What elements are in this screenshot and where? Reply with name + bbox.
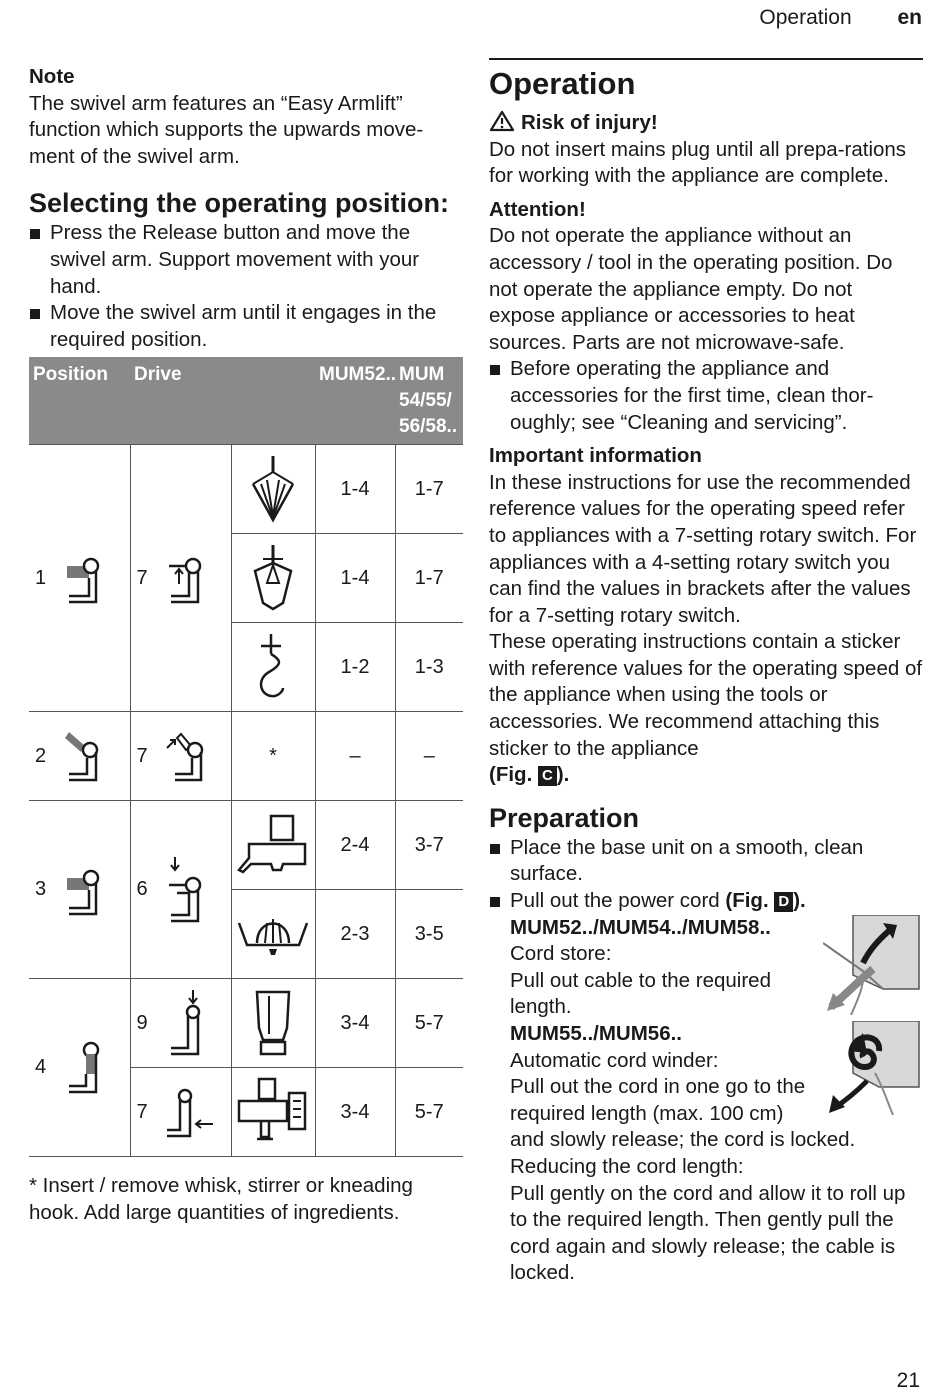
mum52-value: 1-2 (315, 623, 395, 712)
mum54-value: 1-7 (395, 445, 463, 534)
table-row (29, 445, 463, 534)
right-column (489, 58, 923, 1287)
list-item: Press the Release button and move the swivel arm. Support movement with your hand. (29, 220, 463, 300)
power-cord-text: Pull out the power cord (510, 889, 726, 913)
header-tool (231, 357, 315, 445)
mum54-value: 1-7 (395, 534, 463, 623)
drive-cell (130, 1068, 231, 1157)
blender-icon (249, 988, 297, 1058)
mum52-value: 2-4 (315, 801, 395, 890)
header-language: en (897, 6, 922, 29)
mum54-value: 5-7 (395, 1068, 463, 1157)
arm-position-3-icon (63, 862, 103, 918)
mum52-value: 3-4 (315, 1068, 395, 1157)
tool-cell (231, 445, 315, 534)
model-1-title: MUM52../MUM54../MUM58.. (510, 915, 771, 939)
header-section: Operation (759, 6, 852, 29)
tool-cell (231, 623, 315, 712)
mum52-value: 1-4 (315, 534, 395, 623)
citrus-press-icon (237, 909, 309, 959)
select-title: Selecting the operating position: (29, 188, 450, 219)
title-rule (489, 58, 923, 106)
drive-6-icon (165, 855, 205, 925)
model-2-title: MUM55../MUM56.. (510, 1022, 682, 1045)
model-1-line-1: Cord store: (510, 942, 612, 966)
drive-number: 6 (136, 878, 148, 901)
stirrer-icon (245, 543, 301, 613)
model-2-line-1: Automatic cord winder: (510, 1048, 719, 1072)
operating-position-table (29, 357, 463, 1157)
kneading-hook-icon (245, 632, 301, 702)
table-row (29, 979, 463, 1068)
position-cell (29, 712, 130, 801)
arm-position-4-icon (63, 1040, 103, 1096)
list-item: Place the base unit on a smooth, clean surface. (489, 835, 923, 888)
fig-d-suffix: ). (793, 889, 806, 913)
shredder-icon (237, 814, 309, 876)
page-number: 21 (896, 1369, 920, 1392)
position-cell (29, 801, 130, 979)
attention-bullets (489, 356, 923, 436)
arm-position-2-icon (63, 728, 103, 784)
mum54-value: 3-7 (395, 801, 463, 890)
position-number: 4 (35, 1056, 47, 1079)
select-bullets (29, 220, 463, 353)
note-title: Note (29, 65, 75, 88)
important-text-1: In these instructions for use the recommended reference values for the operating speed refer to appliances with a 7-setting rotary switch. For appliances with a 4-setting rotary switch you can find the values in brackets after the values for a 7-setting rotary switch. (489, 470, 917, 627)
attention-title: Attention! (489, 197, 586, 221)
position-number: 2 (35, 744, 47, 767)
fig-c-reference (489, 762, 923, 789)
position-cell (29, 979, 130, 1157)
drive-number: 9 (136, 1011, 148, 1034)
fig-d-prefix: (Fig. (725, 889, 775, 913)
preparation-title: Preparation (489, 802, 640, 833)
fig-d-reference (725, 889, 805, 912)
drive-number: 7 (136, 1100, 148, 1123)
list-item: Before operating the appliance and accessories for the first time, clean thor-oughly; see “Cleaning and servicing”. (489, 356, 923, 436)
mincer-icon (237, 1077, 309, 1147)
mum52-value: 1-4 (315, 445, 395, 534)
table-row (29, 801, 463, 890)
model-2-line-2: Pull out the cord in one go to the required length (max. 100 cm) and slowly release; the cord is locked. (510, 1075, 856, 1152)
fig-c-prefix: (Fig. (489, 763, 538, 787)
drive-cell (130, 801, 231, 979)
position-number: 1 (35, 566, 47, 589)
drive-9-icon (165, 988, 205, 1058)
drive-number: 7 (136, 566, 148, 589)
model-2-line-3: Reducing the cord length: (510, 1154, 744, 1178)
header-position: Position (29, 357, 130, 445)
tool-cell (231, 801, 315, 890)
model-1-line-2: Pull out cable to the required length. (510, 968, 771, 1019)
mum52-value: – (315, 712, 395, 801)
tool-cell: * (231, 712, 315, 801)
tool-cell (231, 979, 315, 1068)
risk-text: Do not insert mains plug until all prepa-rations for working with the appliance are complete. (489, 137, 907, 188)
model-2-line-4: Pull gently on the cord and allow it to roll up to the required length. Then gently pull the cord again and slowly release; the cable is locked. (510, 1181, 906, 1285)
table-row (29, 712, 463, 801)
fig-c-suffix: ). (556, 763, 570, 787)
important-title: Important information (489, 444, 702, 468)
drive-cell (130, 979, 231, 1068)
tool-cell (231, 890, 315, 979)
position-cell (29, 445, 130, 712)
page-title: Operation (489, 66, 636, 101)
tool-cell (231, 534, 315, 623)
drive-7-rear-icon (165, 1084, 215, 1140)
drive-7-tilt-icon (165, 728, 209, 784)
header-mum52: MUM52.. (315, 357, 395, 445)
preparation-bullets (489, 835, 923, 915)
drive-number: 7 (136, 744, 148, 767)
fig-c-badge: C (538, 766, 557, 786)
warning-icon (489, 110, 515, 132)
list-item (489, 888, 923, 915)
cord-winder-illustration (823, 1021, 923, 1115)
important-text-2: These operating instructions contain a sticker with reference values for the operating speed of the appliance when using the tools or accessories. We recommend attaching this sticker to the appliance (489, 630, 923, 760)
mum54-value: 5-7 (395, 979, 463, 1068)
drive-7-icon (165, 550, 205, 606)
mum54-value: 3-5 (395, 890, 463, 979)
cord-store-block (489, 915, 923, 1021)
mum54-value: 1-3 (395, 623, 463, 712)
cord-store-illustration (823, 915, 923, 1015)
attention-text: Do not operate the appliance without an accessory / tool in the operating position. Do not operate the appliance empty. Do not expose appliance or accessories to heat sources. Parts are not microwave-safe. (489, 224, 893, 354)
mum52-value: 3-4 (315, 979, 395, 1068)
left-column (29, 64, 463, 1227)
list-item: Move the swivel arm until it engages in the required position. (29, 300, 463, 353)
note-text: The swivel arm features an “Easy Armlift” function which supports the upwards move-ment of the swivel arm. (29, 91, 424, 168)
position-number: 3 (35, 878, 47, 901)
mum52-value: 2-3 (315, 890, 395, 979)
drive-cell (130, 445, 231, 712)
table-footnote: * Insert / remove whisk, stirrer or kneading hook. Add large quantities of ingredients. (29, 1174, 413, 1224)
arm-position-1-icon (63, 550, 103, 606)
header-mum54: MUM 54/55/ 56/58.. (395, 357, 463, 445)
mum54-value: – (395, 712, 463, 801)
tool-cell (231, 1068, 315, 1157)
risk-heading (489, 110, 923, 137)
fig-d-badge: D (774, 892, 793, 912)
cord-winder-block (489, 1021, 923, 1287)
risk-title: Risk of injury! (521, 111, 658, 134)
page-header (759, 6, 922, 30)
header-drive: Drive (130, 357, 231, 445)
whisk-icon (245, 454, 301, 524)
drive-cell (130, 712, 231, 801)
